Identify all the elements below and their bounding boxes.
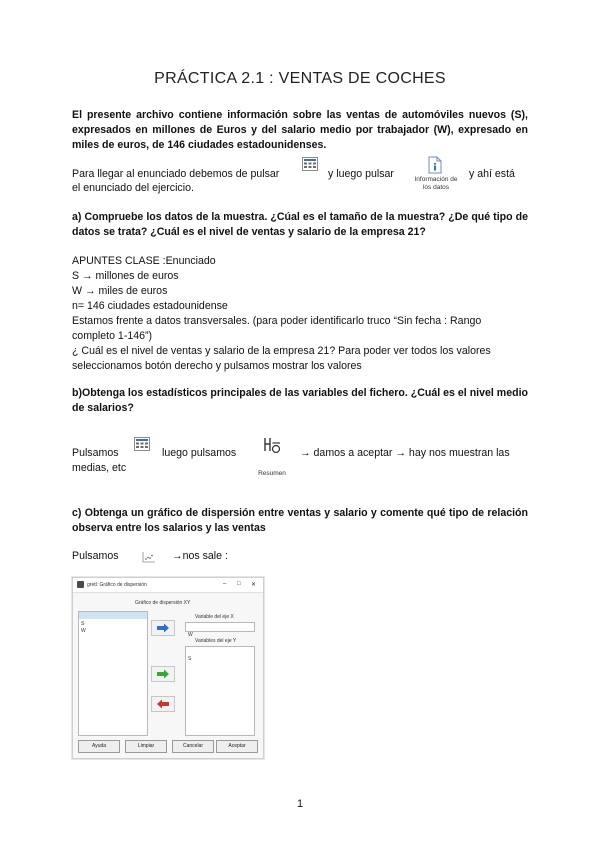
right-arrow-icon: [152, 667, 174, 681]
clear-button[interactable]: Limpiar: [125, 740, 167, 753]
data-grid-icon: [134, 437, 150, 451]
gretl-app-icon: [77, 581, 84, 588]
instruction-text-2: y luego pulsar: [328, 168, 394, 180]
class-notes: [72, 254, 528, 374]
info-document-icon: [428, 156, 442, 174]
list-item-label: S: [81, 621, 85, 627]
notes-line: Estamos frente a datos transversales. (para poder identificarlo truco “Sin fecha : Rango: [72, 315, 482, 327]
x-axis-label: Variable del eje X: [195, 614, 234, 620]
minimize-icon[interactable]: –: [223, 581, 227, 587]
dialog-title-bar: [73, 578, 263, 593]
c-text-2: →nos sale :: [172, 550, 228, 562]
right-arrow-icon: [152, 621, 174, 635]
question-c: c) Obtenga un gráfico de dispersión entre ventas y salario y comente qué tipo de relación observa entre los salarios y las ventas: [72, 507, 528, 534]
b-text-3: → damos a aceptar → hay nos muestran las: [300, 447, 510, 459]
dialog-title: gretl: Gráfico de dispersión: [87, 582, 147, 588]
help-button[interactable]: Ayuda: [78, 740, 120, 753]
page-title: PRÁCTICA 2.1 : VENTAS DE COCHES: [154, 70, 446, 87]
data-grid-icon: [302, 157, 318, 171]
left-arrow-icon: [152, 697, 174, 711]
y-variable-value: S: [188, 656, 192, 662]
notes-line: seleccionamos botón derecho y pulsamos mostrar los valores: [72, 360, 362, 372]
info-icon-caption: Información de los datos: [414, 176, 458, 191]
notes-line: APUNTES CLASE :Enunciado: [72, 255, 216, 267]
list-item[interactable]: [79, 612, 147, 627]
scatter-plot-icon: [142, 550, 156, 562]
x-variable-value: W: [188, 632, 193, 638]
question-a: a) Compruebe los datos de la muestra. ¿Cúal es el tamaño de la muestra? ¿De qué tipo de datos se trata? ¿Cuál es el nivel de ventas y salario de la empresa 21?: [72, 211, 528, 238]
question-b: b)Obtenga los estadísticos principales de las variables del fichero. ¿Cuál es el nivel medio de salarios?: [72, 387, 528, 414]
b-text-1: Pulsamos: [72, 447, 119, 459]
variable-list[interactable]: [78, 611, 148, 736]
list-item[interactable]: [79, 619, 147, 634]
remove-y-button[interactable]: [151, 696, 175, 712]
intro-paragraph: El presente archivo contiene información sobre las ventas de automóviles nuevos (S), expresados en millones de Euros y del salario medio por trabajador (W), expresado en miles de euros, de 146 ciudades estadounidenses.: [72, 109, 528, 151]
add-x-button[interactable]: [151, 620, 175, 636]
notes-line: ¿ Cuál es el nivel de ventas y salario de la empresa 21? Para poder ver todos los valores: [72, 345, 491, 357]
b-text-4: medias, etc: [72, 462, 127, 474]
notes-line: completo 1-146”): [72, 330, 153, 342]
accept-button[interactable]: Aceptar: [216, 740, 258, 753]
list-item-label: W: [81, 628, 86, 634]
summary-icon-caption: Resumen: [258, 470, 286, 477]
summary-stats-icon: [262, 436, 282, 458]
instruction-text-1: Para llegar al enunciado debemos de pulsar: [72, 168, 280, 180]
notes-line: n= 146 ciudades estadounidense: [72, 300, 228, 312]
c-text-1: Pulsamos: [72, 550, 119, 562]
instruction-text-3: y ahí está: [469, 168, 515, 180]
b-text-2: luego pulsamos: [162, 447, 237, 459]
x-variable-field[interactable]: [185, 622, 255, 638]
y-variable-list[interactable]: [185, 646, 255, 736]
page-number: 1: [296, 798, 304, 810]
notes-line: S → millones de euros: [72, 270, 179, 282]
scatter-dialog: [72, 577, 264, 759]
y-axis-label: Variables del eje Y: [195, 638, 237, 644]
close-icon[interactable]: ✕: [251, 582, 257, 588]
cancel-button[interactable]: Cancelar: [172, 740, 214, 753]
maximize-icon[interactable]: □: [237, 581, 241, 587]
instruction-text-4: el enunciado del ejercicio.: [72, 182, 194, 194]
notes-line: W → miles de euros: [72, 285, 168, 297]
add-y-button[interactable]: [151, 666, 175, 682]
dialog-subtitle: Gráfico de dispersión XY: [135, 600, 191, 606]
